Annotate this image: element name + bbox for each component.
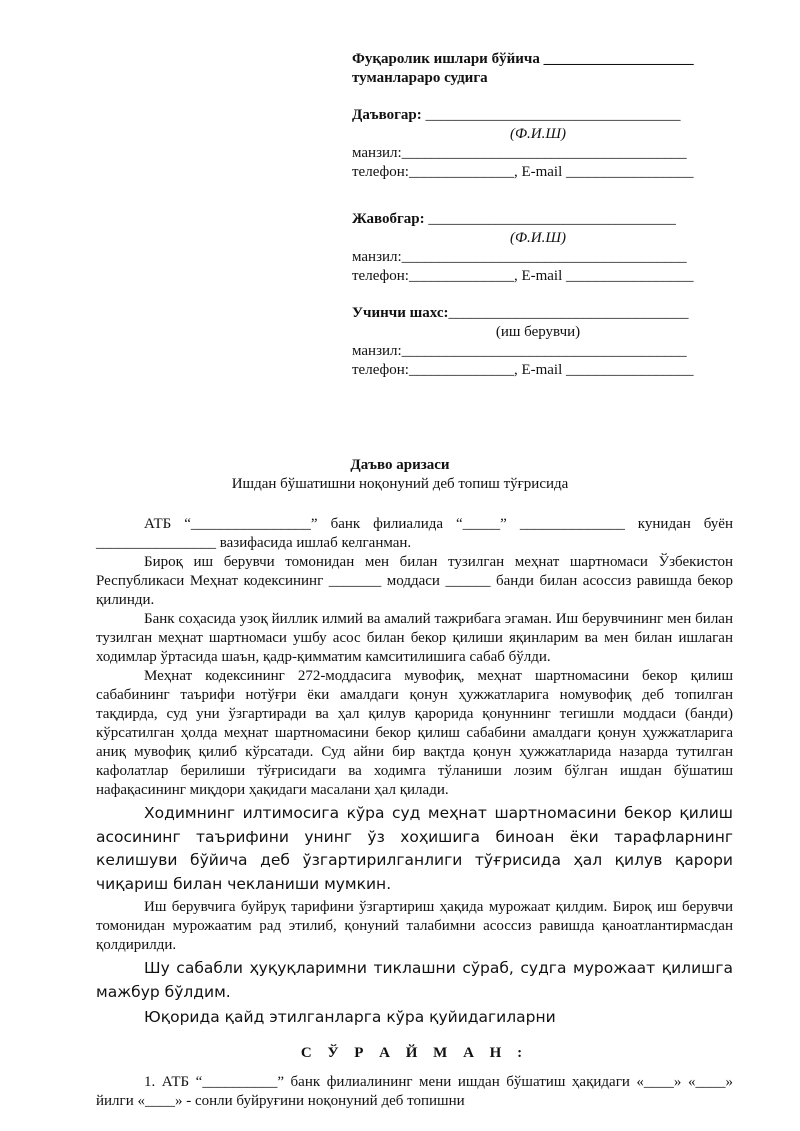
plaintiff-address: манзил:______________________________________	[352, 145, 687, 161]
third-party-label: Учинчи шахс:	[352, 305, 449, 321]
court-line-2: туманлараро судига	[352, 70, 488, 86]
paragraph-3: Банк соҳасида узоқ йиллик илмий ва амалий тажрибага эгаман. Иш берувчининг мен билан тузилган меҳнат шартномаси ушбу асос билан бекор қилиши яқинларим ва мен билан ишлаган ходимлар ўртасида шаън, қадр-қимматим камситилишига сабаб бўлди.	[96, 611, 733, 665]
defendant-blank: _________________________________	[424, 211, 676, 227]
third-party-line	[352, 304, 724, 323]
paragraph-1: АТБ “________________” банк филиалида “_____” ______________ кунидан буён ________________ вазифасида ишлаб келганман.	[96, 516, 733, 551]
document-title: Даъво аризаси	[350, 457, 450, 473]
third-party-note: (иш берувчи)	[495, 324, 581, 340]
third-party-address: манзил:______________________________________	[352, 343, 687, 359]
paragraph-8: Юқорида қайд этилганларга кўра қуйидагиларни	[144, 1008, 556, 1026]
paragraph-7: Шу сабабли ҳуқуқларимни тиклашни сўраб, судга мурожаат қилишга мажбур бўлдим.	[96, 959, 733, 1001]
plaintiff-label: Даъвогар:	[352, 107, 422, 123]
plaintiff-blank: __________________________________	[421, 107, 681, 123]
paragraph-4: Меҳнат кодексининг 272-моддасига мувофиқ, меҳнат шартномасини бекор қилиш сабабининг таърифи нотўғри ёки амалдаги қонун ҳужжатларига номувофиқ деб топилган тақдирда, суд уни ўзгартиради ва ҳал қилув қарорида қонуннинг тегишли моддаси (банди) кўрсатилган ҳолда меҳнат шартномасини бекор қилиш сабабини амалдаги қонун ҳужжатларига аниқ мувофиқ қилиб кўрсатади. Суд айни бир вақтда қонун ҳужжатларида назарда тутилган кафолатлар берилиши тўғрисидаги ва ходимга тўланиши лозим бўлган ишдан бўшатиш нафақасининг миқдори ҳақидаги масалани ҳал қилади.	[96, 668, 733, 798]
defendant-phone: телефон:______________, E-mail _________________	[352, 268, 694, 284]
paragraph-2: Бироқ иш берувчи томонидан мен билан тузилган меҳнат шартномаси Ўзбекистон Республикаси Меҳнат кодексининг _______ моддаси ______ банди билан асоссиз равишда бекор қилинди.	[96, 554, 733, 608]
court-line-1: Фуқаролик ишлари бўйича ____________________	[352, 51, 694, 67]
plaintiff-line	[352, 106, 724, 125]
document-subtitle: Ишдан бўшатишни ноқонуний деб топиш тўғрисида	[231, 476, 569, 492]
third-party-phone: телефон:______________, E-mail _________________	[352, 362, 694, 378]
defendant-address: манзил:______________________________________	[352, 249, 687, 265]
demand-item-1: 1. АТБ “__________” банк филиалининг мени ишдан бўшатиш ҳақидаги «____» «____» йилги «____» - сонли буйруғини ноқонуний деб топишни	[96, 1073, 733, 1109]
document-body	[96, 515, 733, 1111]
defendant-fio: (Ф.И.Ш)	[509, 230, 567, 246]
plaintiff-phone: телефон:______________, E-mail _________________	[352, 164, 694, 180]
plaintiff-fio: (Ф.И.Ш)	[509, 126, 567, 142]
defendant-line	[352, 210, 724, 229]
header-block	[352, 50, 724, 380]
demand-heading: С Ў Р А Й М А Н :	[300, 1044, 529, 1061]
paragraph-6: Иш берувчига буйруқ тарифини ўзгартириш ҳақида мурожаат қилдим. Бироқ иш берувчи томонидан мурожаатим рад этилиб, қонуний талабимни асоссиз равишда қаноатлантирмасдан қолдирилди.	[96, 899, 733, 953]
paragraph-5: Ходимнинг илтимосига кўра суд меҳнат шартномасини бекор қилиш асосининг таърифини унинг ўз хоҳишига биноан ёки тарафларнинг келишуви бўйича деб ўзгартирилганлиги тўғрисида ҳал қилув қарори чиқариш билан чекланиши мумкин.	[96, 804, 733, 893]
defendant-label: Жавобгар:	[352, 211, 425, 227]
third-party-blank: ________________________________	[448, 305, 689, 321]
